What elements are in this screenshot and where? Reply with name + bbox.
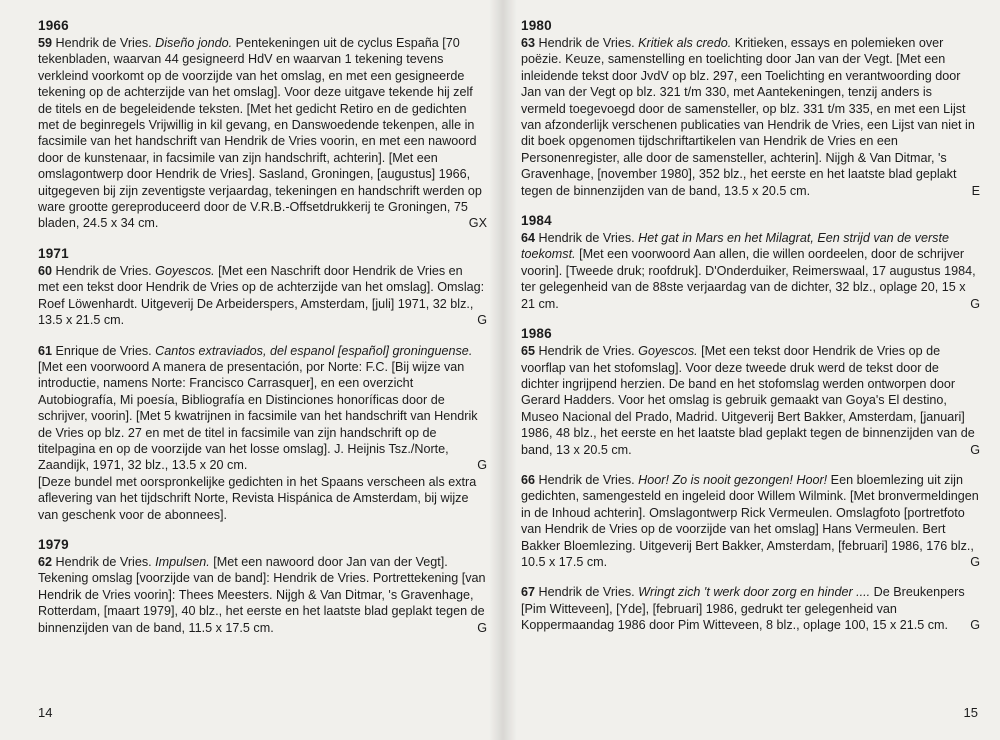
entry-number: 62 xyxy=(38,554,53,569)
page-number: 14 xyxy=(38,705,53,720)
gutter-shadow xyxy=(489,0,503,740)
entry-number: 61 xyxy=(38,343,53,358)
year-heading: 1979 xyxy=(38,536,69,552)
entry-title: Goyescos. xyxy=(155,263,215,278)
bibliography-entry xyxy=(38,343,487,523)
bibliography-entry xyxy=(521,584,980,633)
entry-number: 64 xyxy=(521,231,536,246)
bibliography-entry xyxy=(521,35,980,199)
entry-number: 66 xyxy=(521,472,536,487)
entry-text: [Met een voorwoord A manera de presentación, por Norte: F.C. [Bij wijze van introductie, namens Norte: Francisco Carrasquer], en een overzicht Autobiografía, Mi poesía, Bibliografía en Distinciones honoríficas door de schrijver, voorin]. [Met 5 kwatrijnen in facsimile van het handschrift van Hendrik de Vries op blz. 27 en met de titel in facsimile van zijn handschrift op de titelpagina en op de voorzijde van het losse omslag]. J. Heijnis Tsz./Norte, Zaandijk, 1971, 32 blz., 13.5 x 20 cm. xyxy=(38,359,478,473)
entry-title: Hoor! Zo is nooit gezongen! Hoor! xyxy=(638,472,828,487)
entry-author: Hendrik de Vries. xyxy=(538,36,635,50)
right-page xyxy=(503,0,1000,740)
entry-author: Hendrik de Vries. xyxy=(55,554,152,569)
entry-title: Cantos extraviados, del espanol [español] groninguense. xyxy=(155,343,473,358)
entry-text: [Met een voorwoord Aan allen, die willen oordeelen, door de schrijver voorin]. [Tweede druk; roofdruk]. D'Onderduiker, Reimerswaal, 17 augustus 1984, ter gelegenheid van de 88ste verjaardag van de dichter, 32 blz., oplage 20, 15 x 21 cm. xyxy=(521,247,976,311)
entry-text: [Met een nawoord door Jan van der Vegt]. Tekening omslag [voorzijde van de band]: Hendrik de Vries. Portrettekening [van Hendrik de Vries voorin]: Thees Meesters. Nijgh & Van Ditmar, 's Gravenhage, Rotterdam, [maart 1979], 40 blz., het eerste en het laatste blad geplakt tegen de binnenzijden van de band, 11.5 x 17.5 cm. xyxy=(38,554,486,635)
collection-code: E xyxy=(971,183,980,198)
year-section xyxy=(521,18,980,199)
collection-code: G xyxy=(970,296,980,311)
year-section xyxy=(38,18,487,232)
entry-text: [Met een tekst door Hendrik de Vries op de voorflap van het stofomslag]. Voor deze tweede druk werd de tekst door de dichter ingrijpend herzien. De band en het stofomslag werden ontworpen door Gerard Hadders. Voor het omslag is gebruik gemaakt van Goya's El destino, Museo Nacional del Prado, Madrid. Uitgeverij Bert Bakker, Amsterdam, [januari] 1986, 48 blz., het eerste en het laatste blad geplakt tegen de binnenzijden van de band, 13 x 20.5 cm. xyxy=(521,344,975,457)
year-heading: 1971 xyxy=(38,245,69,261)
entry-number: 63 xyxy=(521,36,536,50)
collection-code: G xyxy=(477,620,487,635)
entry-text: Een bloemlezing uit zijn gedichten, samengesteld en ingeleid door Willem Wilmink. [Met bronvermeldingen in de Inhoud achterin]. Omslagontwerp Rick Vermeulen. Omslagfoto [portretfoto van Hendrik de Vries op de voorzijde van het omslag] Hans Vermeulen. Bert Bakker Bloemlezing. Uitgeverij Bert Bakker, Amsterdam, [februari] 1986, 176 blz., 10.5 x 17.5 cm. xyxy=(521,472,979,569)
entry-author: Hendrik de Vries. xyxy=(538,344,635,359)
bibliography-entry xyxy=(521,230,980,312)
bibliography-entry xyxy=(521,472,980,570)
entry-title: Goyescos. xyxy=(638,344,698,359)
entry-title: Wringt zich 't werk door zorg en hinder .... xyxy=(638,585,871,600)
entry-title: Diseño jondo. xyxy=(155,36,233,50)
collection-code: G xyxy=(477,458,487,473)
gutter-shadow xyxy=(503,0,517,740)
entry-text: Pentekeningen uit de cyclus España [70 tekenbladen, waarvan 44 gesigneerd HdV en waarvan 1 tekening tevens verkleind voorkomt op de voorzijde van het omslag, en met een gesigneerde tekening op de achterzijde van het omslag]. Voor deze uitgave tekende hij zelf de titels en de begeleidende teksten. [Met het gedicht Retiro en de gedichten met de beginregels Vrijwillig in kil gevang, en Danswoedende tekenpen, alle in facsimile van het handschrift van Hendrik de Vries voorin, en met een nawoord door de kunstenaar, in facsimile van zijn handschrift, achterin]. [Met een omslagontwerp door Hendrik de Vries]. Sasland, Groningen, [augustus] 1966, uitgegeven bij zijn zeventigste verjaardag, tekeningen en handschrift werden op ware grootte gereproduceerd door de V.R.B.-Offsetdrukkerij te Groningen, 75 bladen, 24.5 x 34 cm. xyxy=(38,36,482,231)
entry-author: Enrique de Vries. xyxy=(55,343,152,358)
page-number: 15 xyxy=(963,705,978,720)
entry-author: Hendrik de Vries. xyxy=(538,472,635,487)
entry-note: [Deze bundel met oorspronkelijke gedichten in het Spaans verscheen als extra aflevering van het tijdschrift Norte, Revista Hispánica de Amsterdam, bij wijze van geschenk voor de abonnees]. xyxy=(38,474,477,522)
year-heading: 1980 xyxy=(521,18,552,33)
year-section xyxy=(521,326,980,634)
entry-author: Hendrik de Vries. xyxy=(538,585,635,600)
bibliography-entry xyxy=(521,343,980,458)
year-section xyxy=(38,537,487,636)
right-page-content xyxy=(521,18,980,634)
entry-number: 60 xyxy=(38,263,53,278)
entry-number: 59 xyxy=(38,36,53,50)
entry-text: De Breukenpers [Pim Witteveen], [Yde], [februari] 1986, gedrukt ter gelegenheid van Koppermaandag 1986 door Pim Witteveen, 8 blz., oplage 100, 15 x 21.5 cm. xyxy=(521,585,965,633)
entry-text: Kritieken, essays en polemieken over poëzie. Keuze, samenstelling en toelichting door Jan van der Vegt. [Met een inleidende tekst door JvdV op blz. 297, een Toelichting en verantwoording door Jan van der Vegt op blz. 321 t/m 330, met Aantekeningen, tenzij anders is vermeld toegevoegd door de samensteller, op blz. 331 t/m 335, en met een Lijst van afzonderlijk verschenen publicaties van Hendrik de Vries, een Lijst van niet in dit boek opgenomen tijdschriftartikelen van Hendrik de Vries en een Personenregister, alle door de samensteller, achterin]. Nijgh & Van Ditmar, 's Gravenhage, [november 1980], 352 blz., het eerste en het laatste blad geplakt tegen de binnenzijden van de band, 13.5 x 20.5 cm. xyxy=(521,36,975,198)
bibliography-entry xyxy=(38,263,487,329)
collection-code: G xyxy=(477,313,487,328)
entry-title: Kritiek als credo. xyxy=(638,36,732,50)
entry-text: [Met een Naschrift door Hendrik de Vries en met een tekst door Hendrik de Vries op de achterzijde van het omslag]. Omslag: Roef Löwenhardt. Uitgeverij De Arbeiderspers, Amsterdam, [juli] 1971, 32 blz., 13.5 x 21.5 cm. xyxy=(38,263,485,328)
entry-author: Hendrik de Vries. xyxy=(55,36,152,50)
year-heading: 1984 xyxy=(521,213,552,229)
left-page-content xyxy=(38,18,487,636)
collection-code: G xyxy=(970,554,980,569)
entry-title: Het gat in Mars en het Milagrat, Een strijd van de verste toekomst. xyxy=(521,231,949,262)
entry-author: Hendrik de Vries. xyxy=(55,263,152,278)
collection-code: G xyxy=(970,442,980,457)
year-heading: 1966 xyxy=(38,18,69,33)
collection-code: G xyxy=(970,618,980,633)
year-section xyxy=(38,246,487,523)
year-section xyxy=(521,213,980,312)
entry-author: Hendrik de Vries. xyxy=(538,231,635,246)
bibliography-entry xyxy=(38,35,487,232)
year-heading: 1986 xyxy=(521,326,552,342)
entry-number: 65 xyxy=(521,344,536,359)
bibliography-entry xyxy=(38,554,487,636)
collection-code: GX xyxy=(468,216,487,231)
entry-number: 67 xyxy=(521,585,536,600)
entry-title: Impulsen. xyxy=(155,554,210,569)
